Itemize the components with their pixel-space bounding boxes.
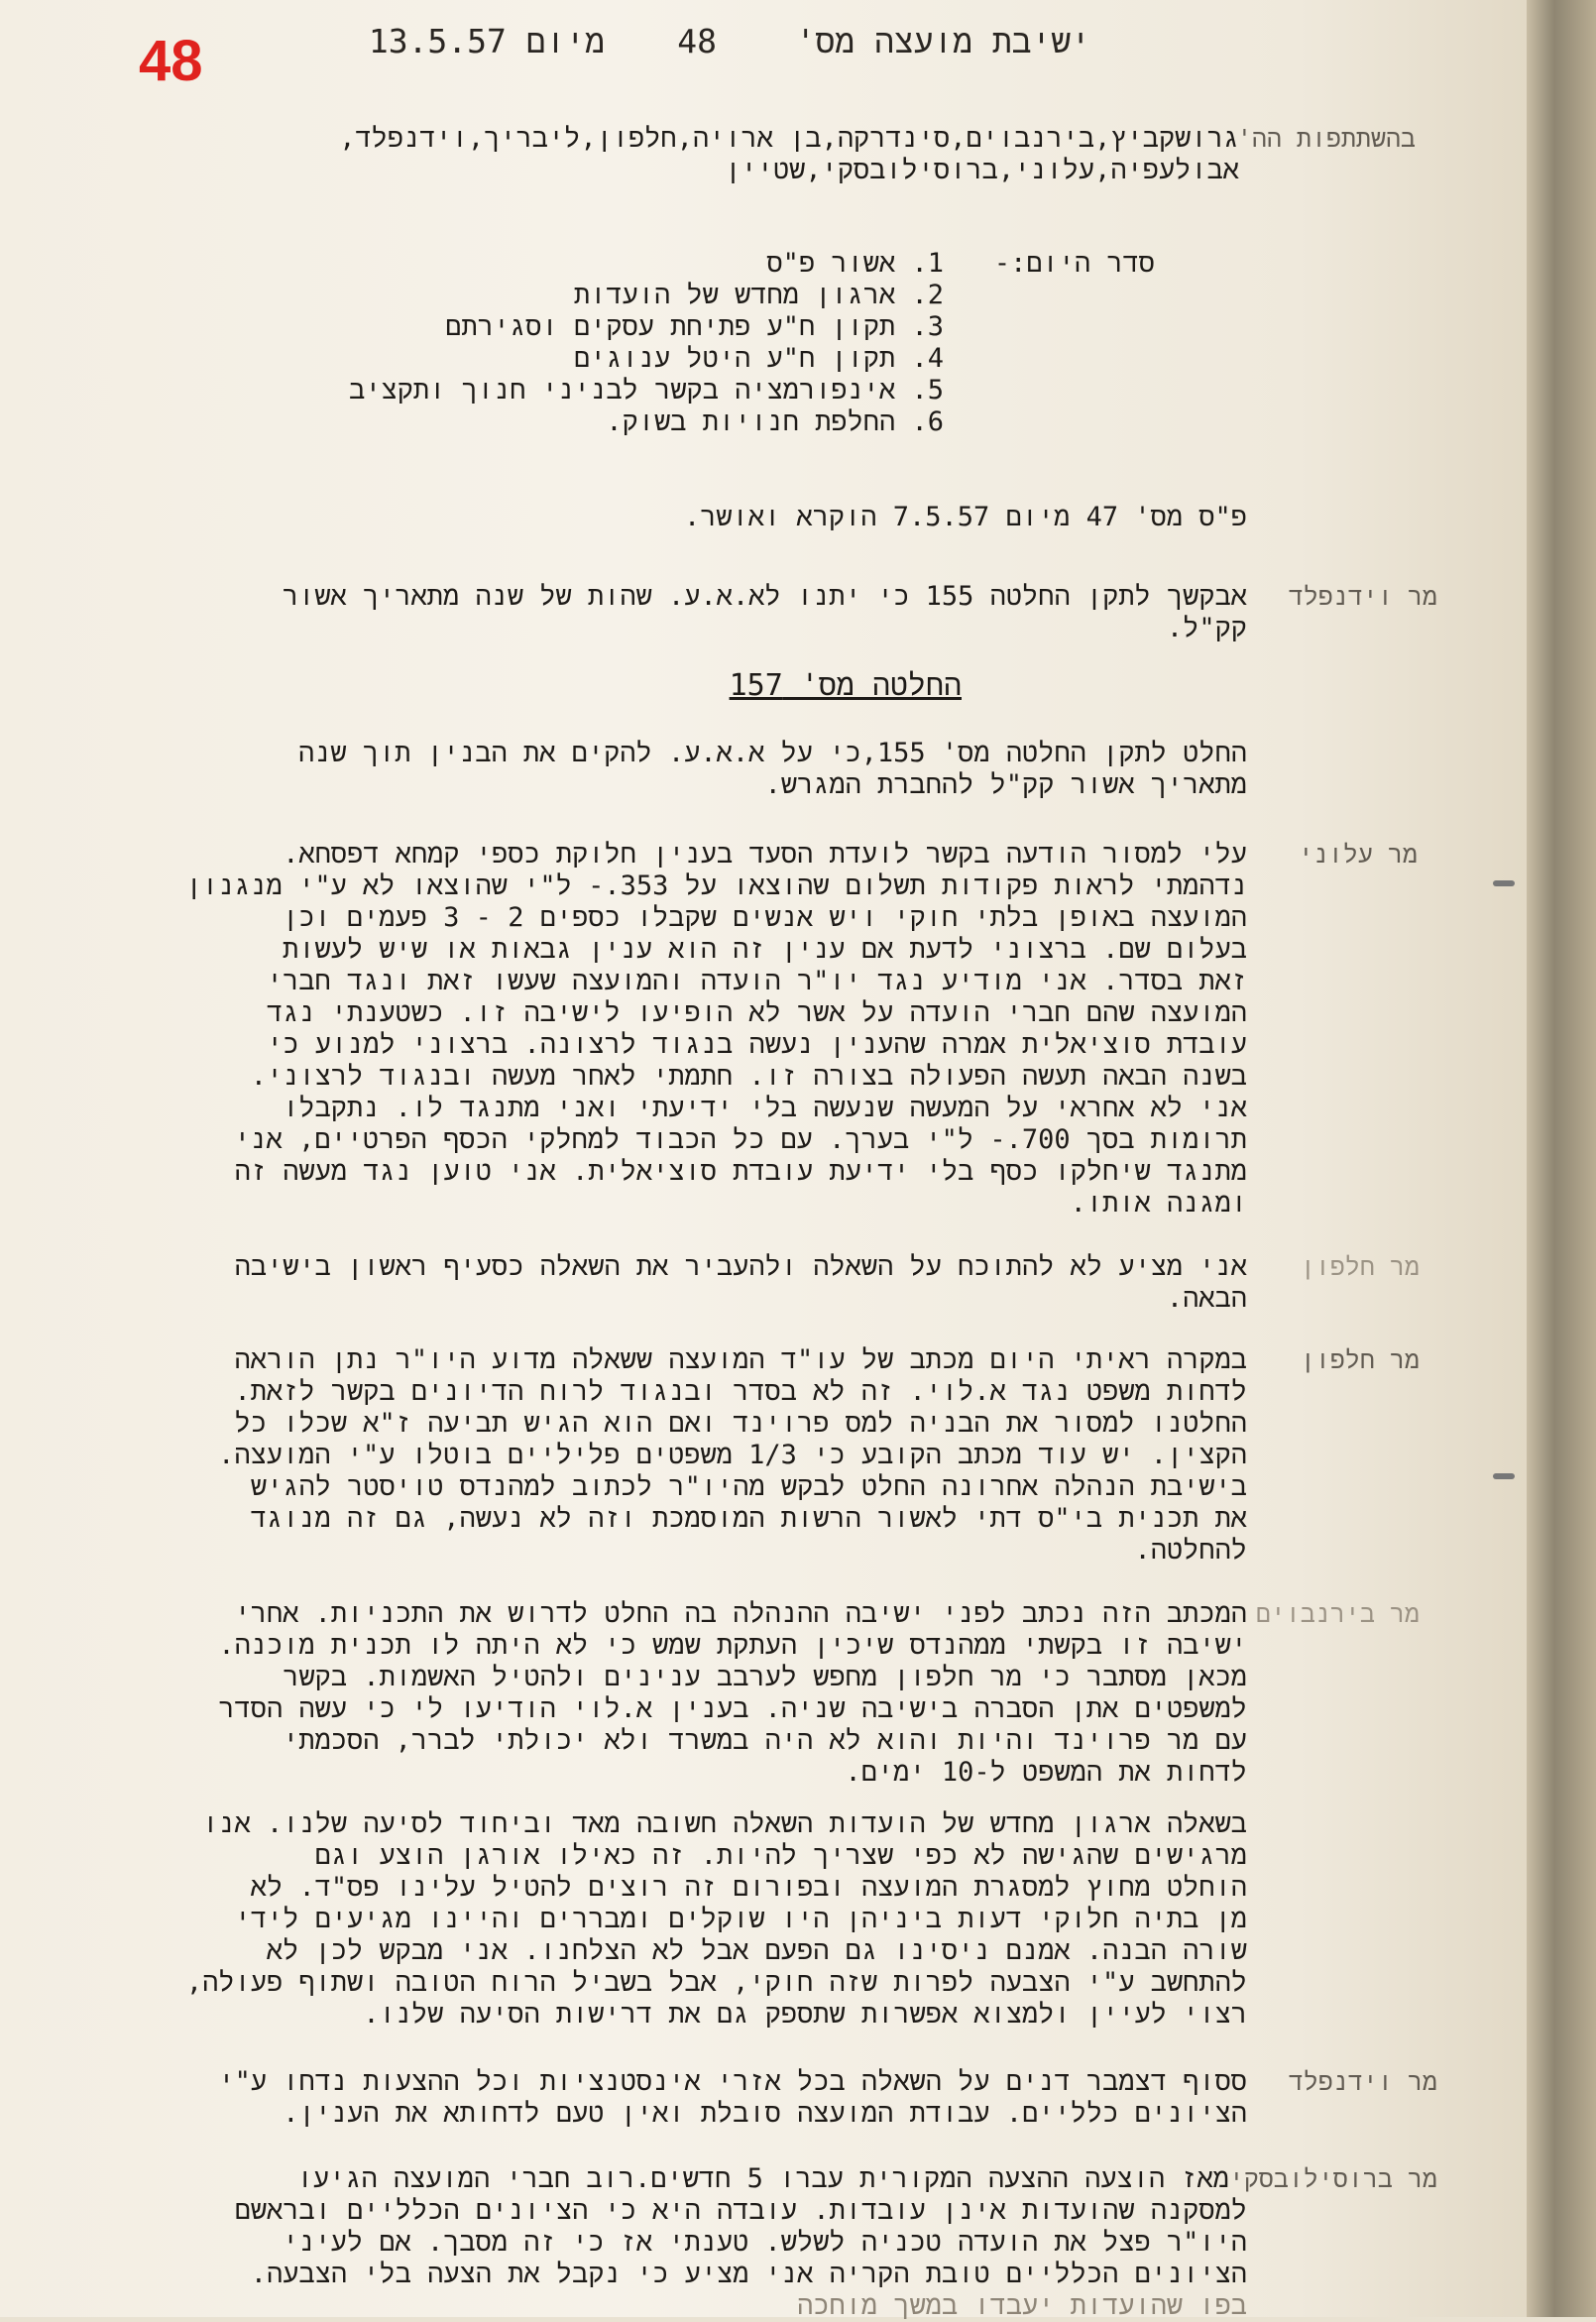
paragraph-line: למשפטים אתן הסברה בישיבה שניה. בענין א.לוי הודיעו לי כי עשה הסדר — [218, 1693, 1247, 1724]
agenda-item-6: 6. החלפת חנויות בשוק. — [606, 406, 944, 437]
binder-edge — [1527, 0, 1596, 2317]
paragraph-line: קק"ל. — [1166, 613, 1247, 643]
paragraph-line: מכאן מסתבר כי מר חלפון מחפש לערבב ענינים ולהטיל האשמות. בקשר — [283, 1662, 1247, 1692]
paragraph-line: הציונים הכלליים טובת הקריה אני מציע כי נקבל את הצעה בלי הצבעה. — [250, 2259, 1247, 2289]
paragraph-line: אבקשך לתקן החלטה 155 כי יתנו לא.א.ע. שהות של שנה מתאריך אשור — [282, 581, 1247, 612]
participants-line-1: גרושקביץ,בירנבוים,סינדרקה,בן ארויה,חלפון,ליבריך,וידנפלד, — [339, 123, 1239, 154]
agenda-item-5: 5. אינפורמציה בקשר לבניני חנוך ותקציב — [349, 375, 944, 406]
paragraph-line: המועצה שהם חברי הועדה על אשר לא הופיעו לישיבה זו. כשטענתי נגד — [267, 997, 1247, 1028]
paragraph-line: מרגישים שהגישה לא כפי שצריך להיות. זה כאילו אורגן הוצע וגם — [314, 1840, 1247, 1871]
paragraph-line: בישיבת הנהלה אחרונה החלט לבקש מהיו"ר לכתוב למהנדס טויסטר להגיש — [250, 1471, 1247, 1502]
paragraph-line: בעלום שם. ברצוני לדעת אם ענין זה הוא ענין גבאות או שיש לעשות — [283, 934, 1247, 965]
decision-line: מתאריך אשור קק"ל להחברת המגרש. — [764, 769, 1247, 800]
decision-line: החלט לתקן החלטה מס' 155,כי על א.א.ע. להקים את הבנין תוך שנה — [298, 738, 1247, 768]
agenda-item-2: 2. ארגון מחדש של הועדות — [574, 280, 944, 310]
paragraph-line: הציונים כלליים. עבודת המועצה סובלת ואין טעם לדחותא את הענין. — [283, 2098, 1247, 2129]
binder-hole — [1493, 880, 1515, 886]
paragraph-line: עם מר פרוינד והיות והוא לא היה במשרד ולא יכולתי לברר, הסכמתי — [283, 1725, 1247, 1756]
paragraph-line: ישיבה זו בקשתי ממהנדס שיכין העתקת שמש כי לא היתה לו תכנית מוכנה. — [218, 1630, 1247, 1661]
participants-label: בהשתתפות הה' — [1236, 124, 1416, 153]
paragraph-line: במקרה ראיתי היום מכתב של עו"ד המועצה ששאלה מדוע היו"ר נתן הוראה — [234, 1344, 1247, 1375]
paragraph-line: ומגנה אותו. — [1070, 1188, 1247, 1219]
speaker-label: מר עלוני — [1298, 840, 1418, 869]
paragraph-line: מתנגד שיחלקו כסף בלי ידיעת עובדת סוציאלית. אני טוען נגד מעשה זה — [234, 1156, 1247, 1187]
paragraph-line: הוחלט מחוץ למסגרת המועצה ובפורום זה רוצים להטיל עלינו פס"ד. לא — [250, 1872, 1247, 1903]
paragraph-line: עלי למסור הודעה בקשר לועדת הסעד בענין חלוקת כספי קמחא דפסחא. — [283, 839, 1247, 870]
paragraph-line: בשאלה ארגון מחדש של הועדות השאלה חשובה מאד וביחוד לסיעה שלנו. אנו — [202, 1808, 1247, 1839]
paragraph-line: זאת בסדר. אני מודיע נגד יו"ר הועדה והמועצה שעשו זאת ונגד חברי — [266, 966, 1247, 996]
speaker-label: מר חלפון — [1300, 1252, 1420, 1281]
paragraph-line: הקצין. יש עוד מכתב הקובע כי 1/3 משפטים פליליים בוטלו ע"י המועצה. — [218, 1440, 1247, 1470]
paragraph-line: נדהמתי לראות פקודות תשלום שהוצאו על 353.- ל"י שהוצאו לא ע"י מנגנון — [185, 871, 1247, 901]
paragraph-line: בפו שהועדות יעבדו במשך מוחכה — [797, 2290, 1247, 2321]
paragraph-line: לדחות משפט נגד א.לוי. זה לא בסדר ובנגוד לרוח הדיונים בקשר לזאת. — [234, 1376, 1247, 1407]
speaker-label: מר חלפון — [1300, 1345, 1420, 1374]
paragraph-line: לדחות את המשפט ל-10 ימים. — [845, 1757, 1247, 1788]
paragraph-line: להתחשב ע"י הצבעה לפרות שזה חוקי, אבל בשביל הרוח הטובה ושתוף פעולה, — [185, 1967, 1247, 1998]
paragraph-line: למסקנה שהועדות אינן עובדות. עובדה היא כי הציונים הכלליים ובראשם — [234, 2195, 1247, 2226]
header-date-label: מיום — [525, 22, 605, 60]
participants-line-2: אבולעפיה,עלוני,ברוסילובסקי,שטיין — [725, 155, 1239, 185]
header-meeting-number: 48 — [677, 22, 717, 60]
agenda-item-3: 3. תקון ח"ע פתיחת עסקים וסגירתם — [445, 311, 944, 342]
paragraph-line: בשנה הבאה תעשה הפעולה בצורה זו. חתמתי לאחר מעשה ובנגוד לרצוני. — [250, 1061, 1247, 1092]
paragraph-line: מאז הוצעה ההצעה המקורית עברו 5 חדשים.רוב חברי המועצה הגיעו — [296, 2163, 1229, 2194]
paragraph-line: המועצה באופן בלתי חוקי ויש אנשים שקבלו כספים 2 - 3 פעמים וכן — [283, 902, 1247, 933]
binder-hole — [1493, 1473, 1515, 1479]
paragraph-line: רצוי לעיין ולמצוא אפשרות שתספק גם את דרישות הסיעה שלנו. — [363, 1999, 1247, 2030]
speaker-label: מר בירנבוים — [1255, 1599, 1420, 1628]
decision-title: החלטה מס' 157 — [729, 668, 962, 703]
header-meeting-label: ישיבת מועצה מס' — [795, 22, 1090, 60]
agenda-label: סדר היום:- — [993, 248, 1155, 279]
paragraph-line: מן בתיה חלוקי דעות ביניהן היו שוקלים ומבררים והיינו מגיעים לידי — [234, 1904, 1247, 1934]
minutes-approval: פ"ס מס' 47 מיום 7.5.57 הוקרא ואושר. — [683, 502, 1247, 532]
paragraph-line: שורה הבנה. אמנם ניסינו גם הפעם אבל לא הצלחנו. אני מבקש לכן לא — [266, 1935, 1247, 1966]
paragraph-line: תרומות בסך 700.- ל"י בערך. עם כל הכבוד למחלקי הכסף הפרטיים, אני — [234, 1124, 1247, 1155]
paragraph-line: אני לא אחראי על המעשה שנעשה בלי ידיעתי ואני מתנגד לו. נתקבלו — [283, 1093, 1247, 1123]
speaker-label: מר וידנפלד — [1288, 582, 1437, 611]
paragraph-line: את תכנית בי"ס דתי לאשור הרשות המוסמכת וזה לא נעשה, גם זה מנוגד — [250, 1503, 1247, 1534]
paragraph-line: המכתב הזה נכתב לפני ישיבה ההנהלה בה החלט לדרוש את התכניות. אחרי — [234, 1598, 1247, 1629]
speaker-label: מר וידנפלד — [1288, 2067, 1437, 2096]
agenda-item-1: 1. אשור פ"ס — [766, 248, 944, 279]
paragraph-line: החלטנו למסור את הבניה למס פרוינד ואם הוא הגיש תביעה ז"א שכלו כל — [234, 1408, 1247, 1439]
paragraph-line: ססוף דצמבר דנים על השאלה בכל אזרי אינסטנציות וכל ההצעות נדחו ע"י — [218, 2066, 1247, 2097]
paragraph-line: אני מציע לא להתוכח על השאלה ולהעביר את השאלה כסעיף ראשון בישיבה — [234, 1251, 1247, 1282]
speaker-label: מר ברוסילובסקי — [1228, 2164, 1437, 2193]
header-date-value: 13.5.57 — [368, 22, 507, 60]
paragraph-line: היו"ר פצל את הועדה טכניה לשלש. טענתי אז כי זה מסבך. אם לעיני — [283, 2227, 1247, 2258]
paragraph-line: עובדת סוציאלית אמרה שהענין נעשה בנגוד לרצונה. ברצוני למנוע כי — [267, 1029, 1247, 1060]
agenda-item-4: 4. תקון ח"ע היטל ענוגים — [573, 343, 944, 374]
header-date — [369, 22, 605, 61]
header-meeting — [677, 22, 1090, 61]
paragraph-line: הבאה. — [1166, 1283, 1247, 1314]
paragraph-line: להחלטה. — [1134, 1535, 1247, 1566]
page-number: 48 — [139, 29, 203, 93]
